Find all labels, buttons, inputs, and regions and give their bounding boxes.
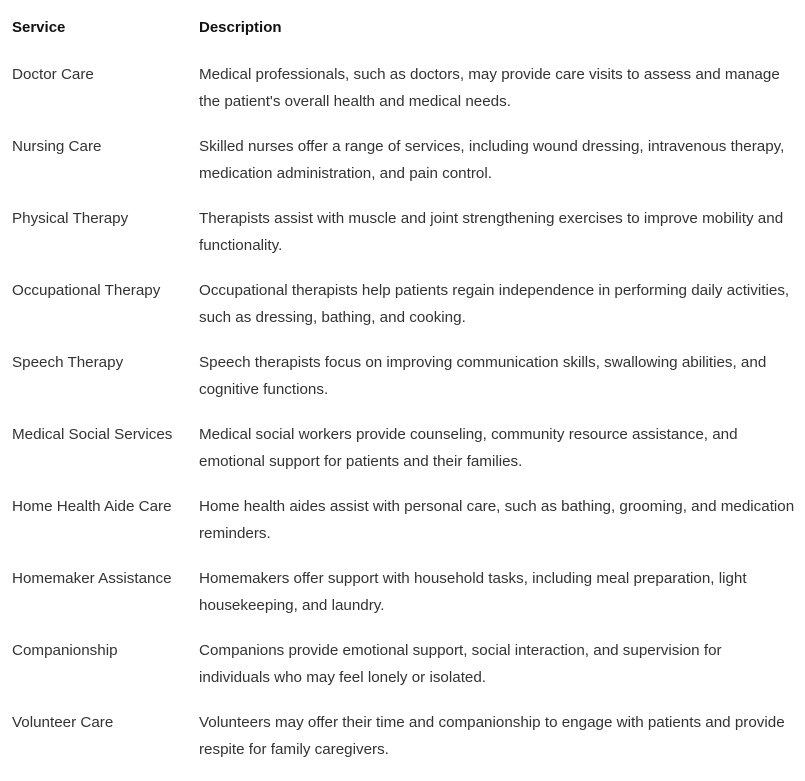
table-header-row [0, 0, 805, 61]
table-row [0, 133, 805, 205]
service-name: Speech Therapy [12, 354, 124, 371]
service-description: Volunteers may offer their time and companionship to engage with patients and provide respite for family caregivers. [199, 714, 785, 758]
service-description: Skilled nurses offer a range of services, including wound dressing, intravenous therapy, medication administration, and pain control. [199, 138, 785, 182]
service-name: Companionship [12, 642, 118, 659]
service-name: Home Health Aide Care [12, 498, 172, 515]
table-row [0, 61, 805, 133]
service-name: Volunteer Care [12, 714, 114, 731]
service-name: Homemaker Assistance [12, 570, 172, 587]
table-row [0, 277, 805, 349]
table-row [0, 565, 805, 637]
service-description: Homemakers offer support with household tasks, including meal preparation, light housekeeping, and laundry. [199, 570, 747, 614]
service-description: Medical social workers provide counseling, community resource assistance, and emotional support for patients and their families. [199, 426, 738, 470]
header-service: Service [12, 19, 66, 36]
table-row [0, 349, 805, 421]
service-name: Doctor Care [12, 66, 94, 83]
table-row [0, 493, 805, 565]
service-description: Occupational therapists help patients regain independence in performing daily activities, such as dressing, bathing, and cooking. [199, 282, 790, 326]
service-description: Speech therapists focus on improving communication skills, swallowing abilities, and cognitive functions. [199, 354, 767, 398]
service-description: Therapists assist with muscle and joint strengthening exercises to improve mobility and functionality. [199, 210, 784, 254]
service-description: Home health aides assist with personal care, such as bathing, grooming, and medication reminders. [199, 498, 795, 542]
header-description: Description [199, 19, 282, 36]
table-row [0, 205, 805, 277]
service-description: Companions provide emotional support, social interaction, and supervision for individuals who may feel lonely or isolated. [199, 642, 722, 686]
service-name: Nursing Care [12, 138, 102, 155]
service-name: Medical Social Services [12, 426, 173, 443]
service-description: Medical professionals, such as doctors, may provide care visits to assess and manage the patient's overall health and medical needs. [199, 66, 780, 110]
table-row [0, 637, 805, 709]
service-name: Occupational Therapy [12, 282, 161, 299]
table-row [0, 709, 805, 781]
table-row [0, 421, 805, 493]
service-name: Physical Therapy [12, 210, 129, 227]
